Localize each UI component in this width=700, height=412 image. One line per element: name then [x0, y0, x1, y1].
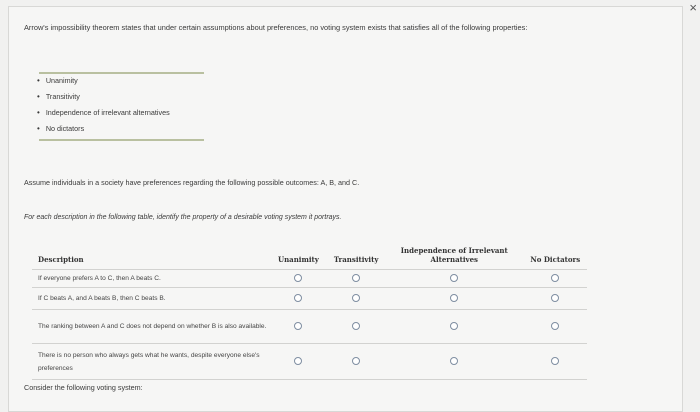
instruction-text: For each description in the following table, identify the property of a desirable voting system it portrays.: [24, 214, 342, 221]
radio-no-dictators[interactable]: [551, 322, 559, 330]
intro-text: Arrow's impossibility theorem states that under certain assumptions about preferences, no voting system exists that satisfies all of the following properties:: [24, 23, 528, 32]
property-item: • No dictators: [37, 121, 170, 137]
row-description: If everyone prefers A to C, then A beats C.: [32, 270, 270, 288]
table-row: [32, 310, 587, 344]
radio-no-dictators[interactable]: [551, 294, 559, 302]
table-row: [32, 270, 587, 288]
close-icon[interactable]: ×: [689, 0, 697, 15]
table-header-row: [32, 236, 587, 270]
question-panel: [8, 6, 683, 412]
radio-unanimity[interactable]: [294, 274, 302, 282]
header-no-dictators: No Dictators: [523, 236, 587, 270]
radio-transitivity[interactable]: [352, 357, 360, 365]
row-description: The ranking between A and C does not depend on whether B is also available.: [32, 310, 270, 344]
radio-transitivity[interactable]: [352, 322, 360, 330]
property-item: • Independence of irrelevant alternatives: [37, 105, 170, 121]
radio-transitivity[interactable]: [352, 274, 360, 282]
property-item: • Unanimity: [37, 73, 170, 89]
radio-no-dictators[interactable]: [551, 357, 559, 365]
radio-independence[interactable]: [450, 322, 458, 330]
header-independence: Independence of Irrelevant Alternatives: [385, 236, 523, 270]
radio-no-dictators[interactable]: [551, 274, 559, 282]
assume-text: Assume individuals in a society have preferences regarding the following possible outcomes: A, B, and C.: [24, 178, 360, 187]
row-description: If C beats A, and A beats B, then C beats B.: [32, 288, 270, 310]
radio-unanimity[interactable]: [294, 294, 302, 302]
header-transitivity: Transitivity: [327, 236, 385, 270]
radio-unanimity[interactable]: [294, 322, 302, 330]
consider-text: Consider the following voting system:: [24, 383, 143, 392]
property-item: • Transitivity: [37, 89, 170, 105]
radio-unanimity[interactable]: [294, 357, 302, 365]
properties-list: [37, 73, 170, 137]
radio-independence[interactable]: [450, 357, 458, 365]
table-row: [32, 288, 587, 310]
table-row: [32, 344, 587, 380]
divider-bottom: [39, 139, 204, 141]
row-description: There is no person who always gets what he wants, despite everyone else's preferences: [32, 344, 270, 380]
header-description: Description: [32, 236, 270, 270]
header-unanimity: Unanimity: [270, 236, 328, 270]
radio-independence[interactable]: [450, 274, 458, 282]
radio-transitivity[interactable]: [352, 294, 360, 302]
property-table: [32, 236, 587, 380]
radio-independence[interactable]: [450, 294, 458, 302]
